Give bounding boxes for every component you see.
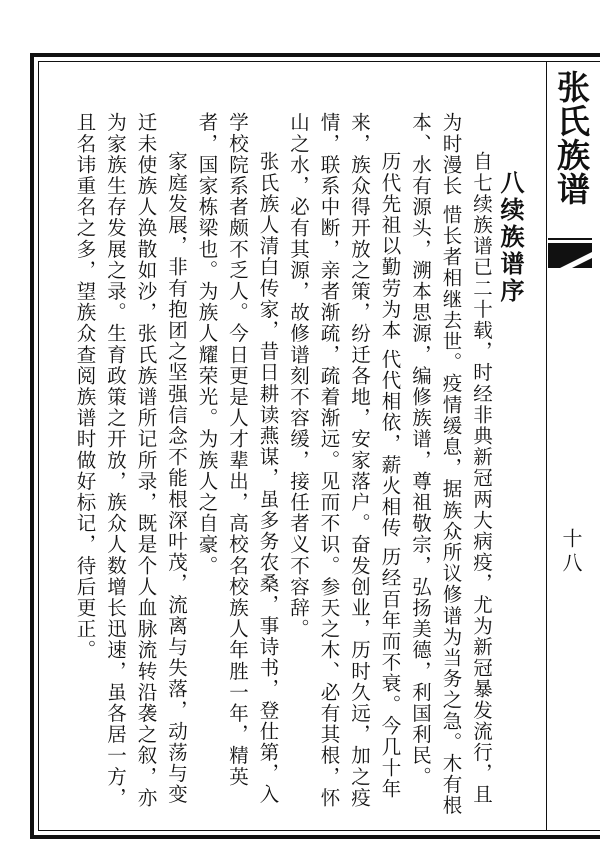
paragraph: 张氏族人清白传家，昔日耕读燕谋，虽多务农桑，事诗书，登仕第，入学校院系者颇不乏人。今日更是人才辈出，高校名校族人年胜一年，精英者，国家栋梁也。为族人耀荣光。为族人之自豪。	[195, 112, 280, 806]
paragraph: 历代先祖以勤劳为本 代代相依，薪火相传 历经百年而不衰。今几十年来，族众得开放之策，纷迁各地，安家落户。奋发创业，历时久远，加之疫情，联系中断，亲者渐疏，疏着渐远。见而不识。参天之木、必有其根，怀山之水，必有其源，故修谱刻不容缓，接任者义不容辞。	[287, 112, 402, 809]
fishtail-ornament-icon	[548, 238, 592, 278]
paragraph: 自七续族谱已二十载，时经非典新冠两大病疫，尤为新冠暴发流行，且为时漫长 惜长者相继去世。疫情缓息，据族众所议修谱为当务之急。木有根本、水有源头，溯本思源，编修族谱，尊祖敬宗，弘扬美德，利国利民。	[409, 112, 493, 817]
preface-heading: 八续族谱序	[496, 170, 524, 305]
paragraph: 家庭发展，非有抱团之坚强信念不能根深叶茂，流离与失落，动荡与变迁未使族人涣散如沙，张氏族谱所记所录，既是个人血脉流转沿袭之叙，亦为家族生存发展之录。生育政策之开放，族众人数增长迅速，虽各居一方，且名讳重名之多，望族众查阅族谱时做好标记，待后更正。	[73, 112, 188, 809]
book-title: 张氏族谱	[552, 70, 591, 206]
page-number: 十八	[559, 528, 583, 576]
preface-body	[46, 112, 496, 817]
sidebar-divider	[546, 61, 547, 831]
